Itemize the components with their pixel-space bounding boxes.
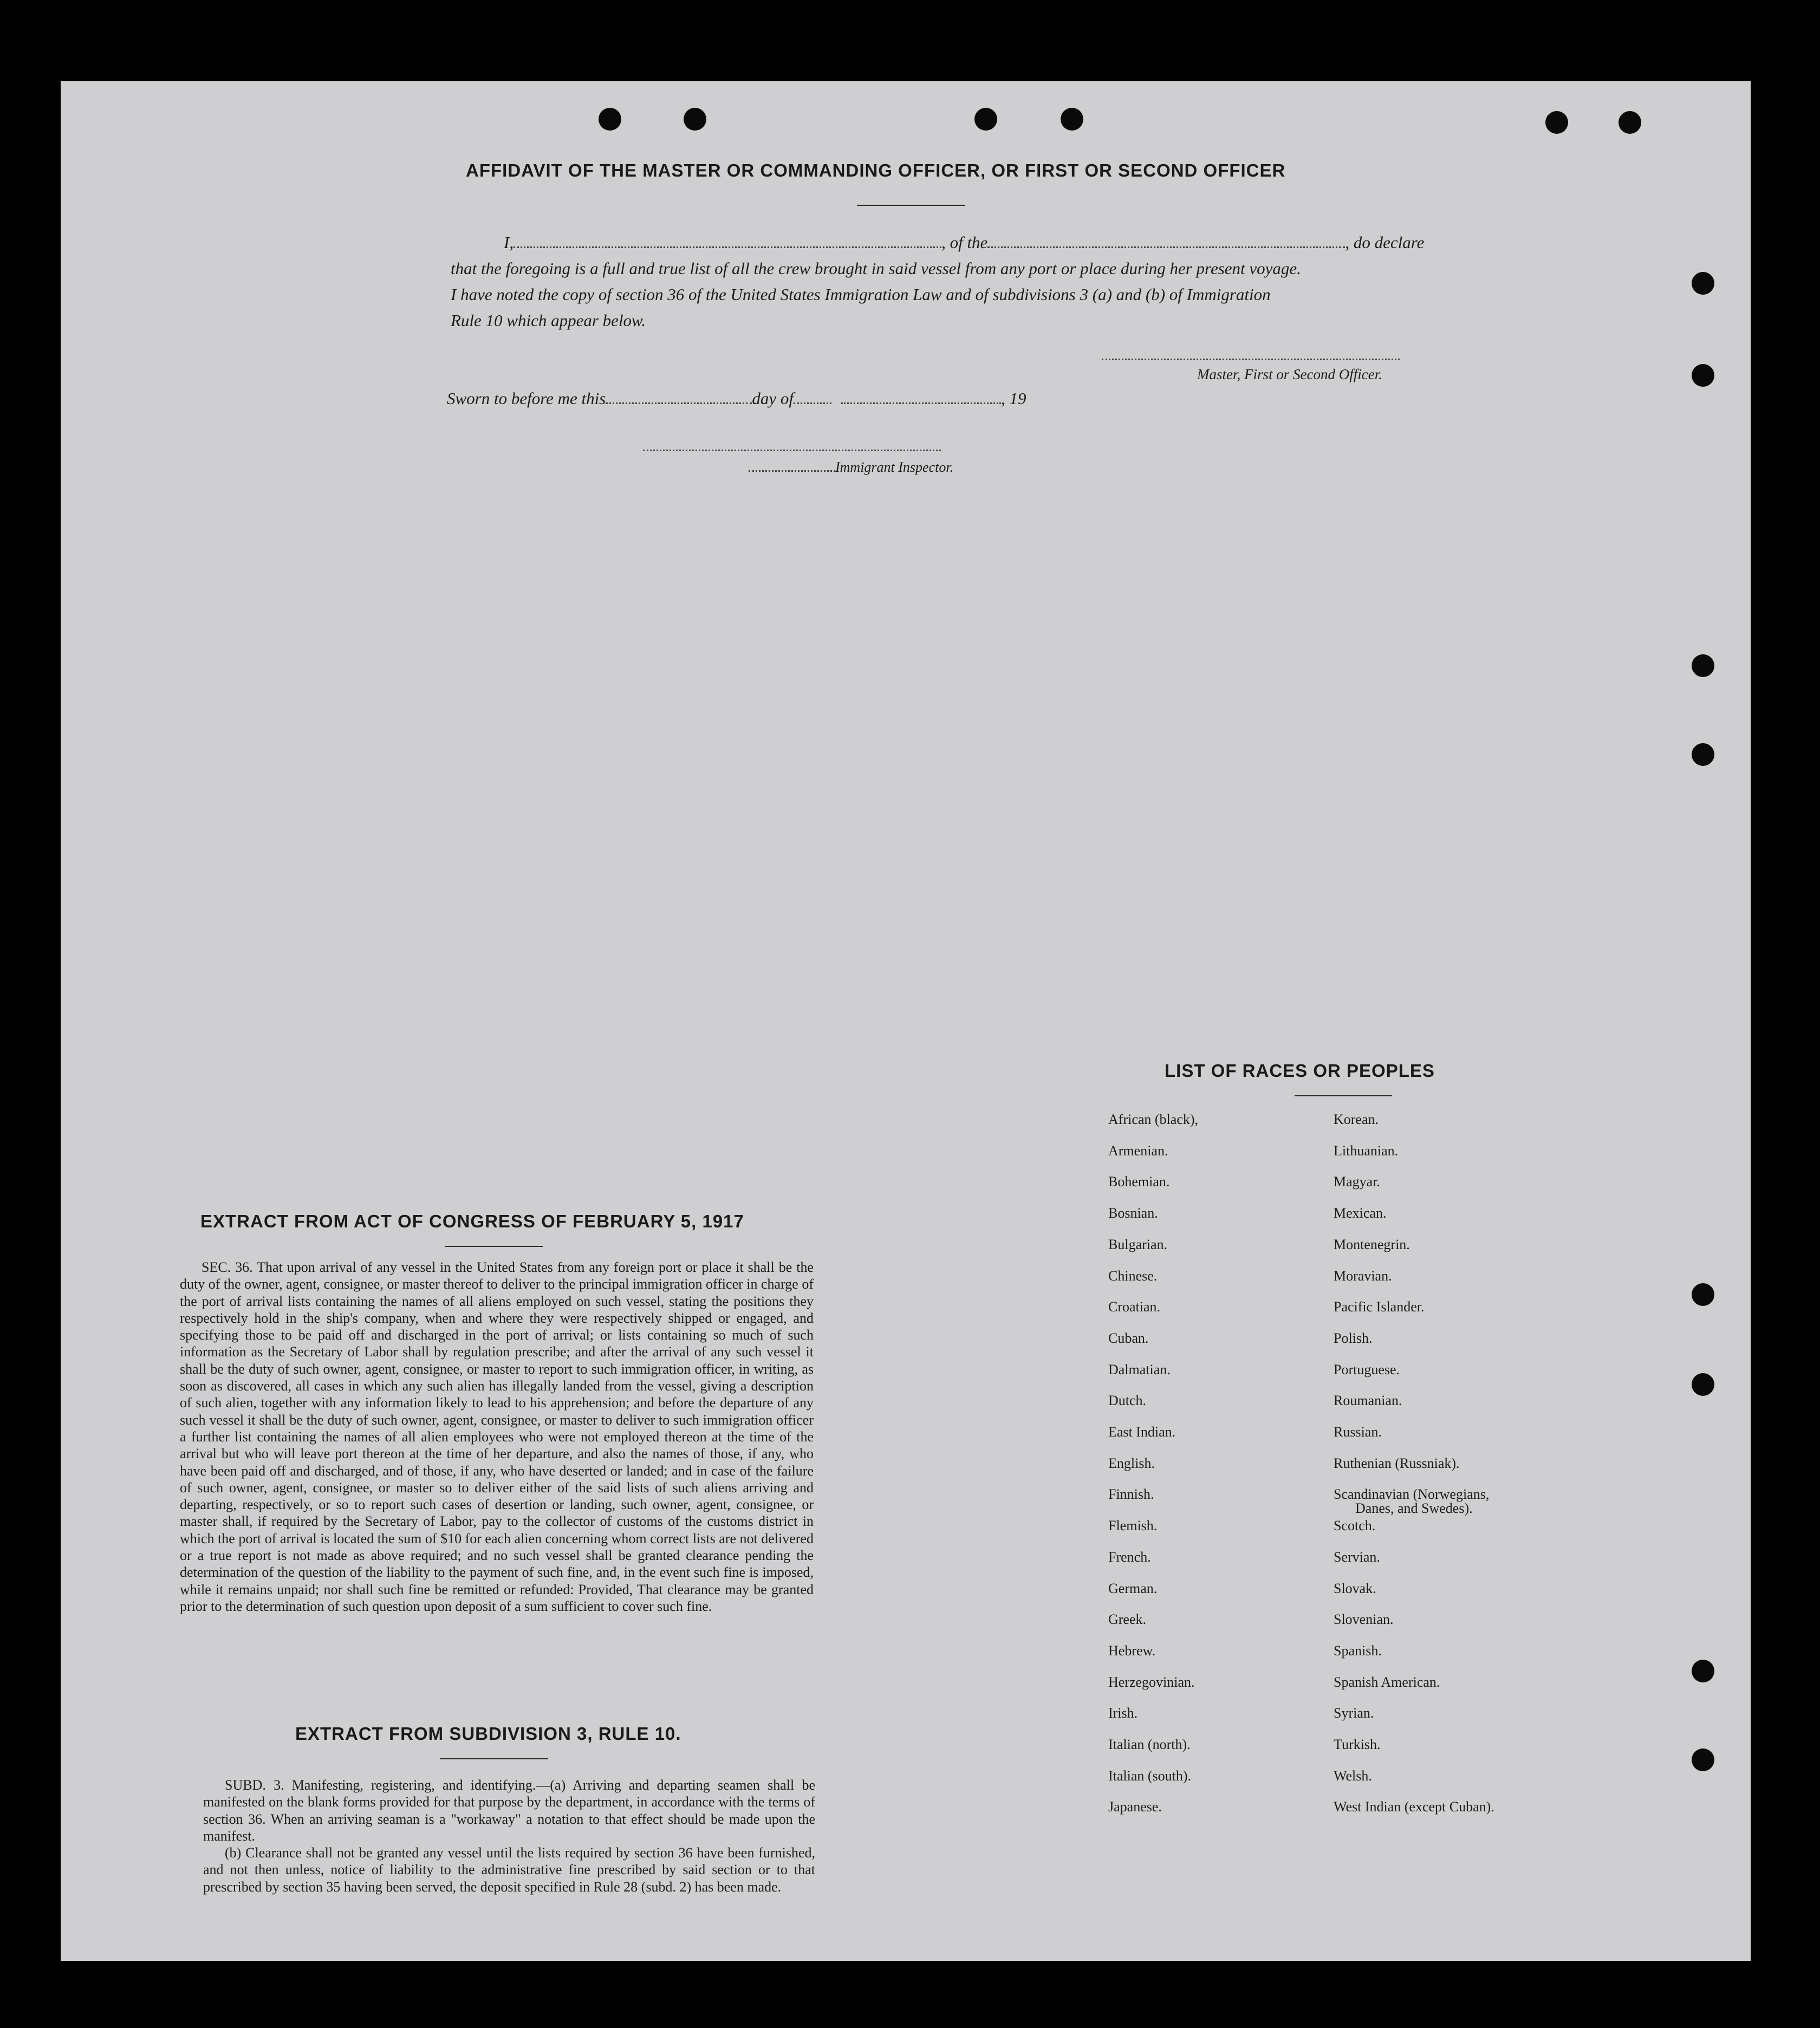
sworn-prefix: Sworn to before me this [447, 389, 606, 408]
race-item: Lithuanian. [1334, 1142, 1399, 1159]
extract-act-paragraph: SEC. 36. That upon arrival of any vessel in the United States from any foreign port or place it shall be the duty of the owner, agent, consignee, or master thereof to deliver to the principal immigration officer in charge of the port of arrival lists containing the names of all aliens employed on such vessel, stating the positions they respectively hold in the ship's company, when and where they were respectively shipped or engaged, and specifying those to be paid off and discharged in the port of arrival; or lists containing so much of such information as the Secretary of Labor shall by regulation prescribe; and after the arrival of any such vessel it shall be the duty of such owner, agent, consignee, or master to report to such immigration officer, in writing, as soon as discovered, all cases in which any such alien has illegally landed from the vessel, giving a description of such alien, together with any information likely to lead to his apprehension; and before the departure of any such vessel it shall be the duty of such owner, agent, consignee, or master to deliver to such immigration officer a further list containing the names of all alien employees who were not employed thereon at the time of the arrival but who will leave port thereon at the time of her departure, and also the names of those, if any, who have been paid off and discharged, and of those, if any, who have deserted or landed; and in case of the failure of such owner, agent, consignee, or master so to deliver either of the said lists of such aliens arriving and departing, respectively, or so to report such cases of desertion or landing, such owner, agent, consignee, or master shall, if required by the Secretary of Labor, pay to the collector of customs of the customs district in which the port of arrival is located the sum of $10 for each alien concerning whom correct lists are not delivered or a true report is not made as above required; and no such vessel shall be granted clearance pending the determination of the question of the liability to the payment of such fine, and, in the event such fine is imposed, while it remains unpaid; nor shall such fine be remitted or refunded: Provided, That clearance may be granted prior to the determination of such question upon deposit of a sum sufficient to cover such fine. [180, 1259, 814, 1614]
affidavit-line2: that the foregoing is a full and true list of all the crew brought in said vessel from any port or place during her present voyage. [451, 259, 1301, 278]
race-item: Italian (north). [1108, 1737, 1191, 1752]
race-item: Russian. [1334, 1424, 1382, 1440]
race-item: Syrian. [1334, 1705, 1374, 1721]
punch-hole [1692, 1660, 1714, 1682]
punch-hole [1618, 111, 1641, 134]
sworn-day-blank[interactable] [606, 397, 752, 404]
race-item: Slovenian. [1334, 1611, 1394, 1628]
punch-hole [1692, 654, 1714, 677]
race-item: Cuban. [1108, 1330, 1149, 1346]
name-blank-line[interactable] [514, 241, 941, 248]
affidavit-declaration-line [445, 233, 1425, 252]
punch-hole [1692, 1748, 1714, 1771]
race-item: Montenegrin. [1334, 1236, 1410, 1252]
punch-hole [599, 108, 621, 131]
vessel-blank-line[interactable] [987, 241, 1345, 248]
affidavit-line4: Rule 10 which appear below. [451, 311, 646, 330]
inspector-line [749, 459, 953, 476]
race-item: Finnish. [1108, 1486, 1154, 1503]
sworn-year: , 19 [1000, 389, 1026, 408]
race-item: Greek. [1108, 1611, 1147, 1628]
sworn-day-of: day of [752, 389, 794, 408]
race-item: Scandinavian (Norwegians, [1334, 1486, 1490, 1503]
race-item: Irish. [1108, 1705, 1138, 1721]
race-item: Magyar. [1334, 1174, 1380, 1190]
race-item: Welsh. [1334, 1767, 1372, 1784]
affidavit-declare: , do declare [1345, 233, 1425, 252]
affidavit-title: AFFIDAVIT OF THE MASTER OR COMMANDING OFFICER, OR FIRST OR SECOND OFFICER [466, 160, 1286, 180]
race-item: Turkish. [1334, 1737, 1381, 1752]
race-item: Croatian. [1108, 1299, 1161, 1315]
punch-hole [974, 108, 997, 131]
race-item-continuation: Danes, and Swedes). [1355, 1500, 1473, 1517]
extract-act-title: EXTRACT FROM ACT OF CONGRESS OF FEBRUARY 5, 1917 [200, 1211, 744, 1231]
race-item: Polish. [1334, 1330, 1373, 1346]
inspector-blank-line[interactable] [643, 450, 941, 451]
race-item: Portuguese. [1334, 1361, 1400, 1377]
race-item: African (black), [1108, 1112, 1199, 1127]
race-item: East Indian. [1108, 1424, 1176, 1440]
extract-rule-para-a: SUBD. 3. Manifesting, registering, and identifying.—(a) Arriving and departing seamen shall be manifested on the blank forms provided for that purpose by the department, in accordance with the terms of section 36. When an arriving seaman is a "workaway" a notation to that effect should be made upon the manifest. [203, 1777, 815, 1844]
race-item: Herzegovinian. [1108, 1674, 1195, 1690]
race-item: Scotch. [1334, 1518, 1376, 1534]
affidavit-name-prefix: I, [504, 233, 514, 252]
signature-blank-line[interactable] [1102, 359, 1400, 360]
document-page [61, 81, 1751, 1961]
race-item: Spanish American. [1334, 1674, 1440, 1690]
affidavit-vessel-prefix: , of the [941, 233, 988, 252]
race-item: Chinese. [1108, 1268, 1158, 1284]
race-item: Spanish. [1334, 1642, 1382, 1659]
race-item: Dutch. [1108, 1393, 1147, 1409]
race-item: Bosnian. [1108, 1205, 1158, 1221]
race-item: Bohemian. [1108, 1174, 1170, 1190]
punch-hole [1692, 1283, 1714, 1306]
race-item: Hebrew. [1108, 1642, 1156, 1659]
sworn-month-blank-2[interactable] [841, 397, 1001, 404]
race-item: Flemish. [1108, 1518, 1158, 1534]
punch-hole [1692, 272, 1714, 295]
punch-hole [1692, 364, 1714, 387]
races-title-rule [1295, 1095, 1392, 1096]
punch-hole [1692, 1373, 1714, 1396]
affidavit-line3: I have noted the copy of section 36 of the United States Immigration Law and of subdivisions 3 (a) and (b) of Immigration [451, 285, 1271, 304]
extract-act-title-rule [445, 1246, 543, 1247]
races-title: LIST OF RACES OR PEOPLES [1165, 1061, 1435, 1081]
extract-rule-title: EXTRACT FROM SUBDIVISION 3, RULE 10. [295, 1724, 681, 1744]
race-item: Mexican. [1334, 1205, 1387, 1221]
race-item: English. [1108, 1455, 1155, 1471]
inspector-blank-short[interactable] [749, 465, 835, 472]
race-item: Japanese. [1108, 1799, 1162, 1815]
signature-label: Master, First or Second Officer. [1197, 366, 1382, 382]
sworn-month-blank[interactable] [794, 397, 831, 404]
extract-rule-text [203, 1777, 815, 1895]
race-item: Italian (south). [1108, 1767, 1192, 1784]
race-item: Moravian. [1334, 1268, 1392, 1284]
race-item: Ruthenian (Russniak). [1334, 1455, 1460, 1471]
punch-hole [684, 108, 706, 131]
race-item: German. [1108, 1580, 1158, 1596]
inspector-label: Immigrant Inspector. [835, 459, 954, 475]
race-item: Armenian. [1108, 1142, 1168, 1159]
race-item: Slovak. [1334, 1580, 1376, 1596]
extract-rule-para-b: (b) Clearance shall not be granted any vessel until the lists required by section 36 have been furnished, and not then unless, notice of liability to the administrative fine prescribed by said section or to that prescribed by section 35 having been served, the deposit specified in Rule 28 (subd. 2) has been made. [203, 1845, 815, 1895]
punch-hole [1692, 743, 1714, 766]
extract-act-text [180, 1259, 814, 1615]
affidavit-title-rule [857, 205, 965, 206]
race-item: West Indian (except Cuban). [1334, 1799, 1494, 1815]
race-item: Roumanian. [1334, 1393, 1402, 1409]
race-item: Bulgarian. [1108, 1236, 1168, 1252]
race-item: Korean. [1334, 1112, 1379, 1127]
punch-hole [1061, 108, 1083, 131]
sworn-line [447, 389, 1026, 408]
extract-rule-title-rule [440, 1758, 548, 1759]
punch-hole [1545, 111, 1568, 134]
race-item: Servian. [1334, 1549, 1380, 1565]
race-item: Pacific Islander. [1334, 1299, 1425, 1315]
race-item: Dalmatian. [1108, 1361, 1171, 1377]
race-item: French. [1108, 1549, 1151, 1565]
